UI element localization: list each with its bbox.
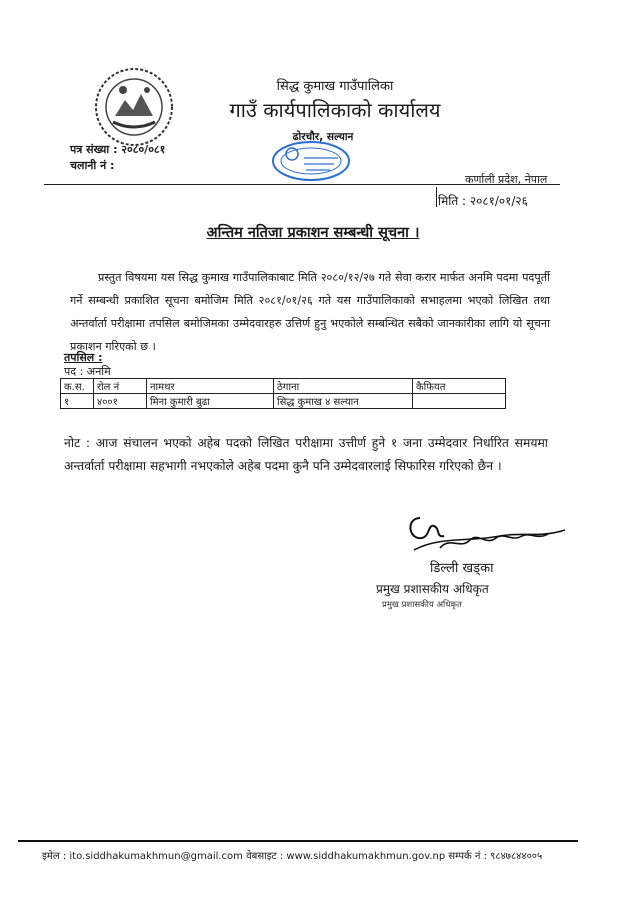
dispatch-number: चलानी नं : xyxy=(70,159,115,172)
province-label: कर्णाली प्रदेश, नेपाल xyxy=(465,173,548,186)
results-table xyxy=(60,378,506,409)
table-cell: ४००१ xyxy=(94,394,147,409)
header-divider xyxy=(44,184,560,185)
office-stamp-icon xyxy=(270,140,352,182)
org-location: ढोरचौर, सल्यान xyxy=(292,131,354,143)
notice-note: नोट : आज संचालन भएको अहेब पदको लिखित परीक्षामा उत्तीर्ण हुने १ जना उम्मेदवार निर्धारित समयमा अन्तर्वार्ता परीक्षामा सहभागी नभएकोले अहेब पदमा कुनै पनि उम्मेदवारलाई सिफारिस गरिएको छैन । xyxy=(64,436,548,473)
emblem-icon xyxy=(93,66,175,148)
notice-title: अन्तिम नतिजा प्रकाशन सम्बन्धी सूचना । xyxy=(206,225,420,241)
table-header-row xyxy=(61,379,506,394)
document-date: मिति : २०८१/०१/२६ xyxy=(438,194,528,208)
signatory-name: डिल्ली खड्का xyxy=(430,561,494,576)
reference-number: पत्र संख्या : २०८०/०८१ xyxy=(70,143,166,156)
table-header-cell: नामथर xyxy=(147,379,274,394)
table-row xyxy=(61,394,506,409)
footer-divider xyxy=(18,840,578,842)
table-cell xyxy=(413,394,506,409)
footer-contact: इमेल : ito.siddhakumakhmun@gmail.com वेबसाइट : www.siddhakumakhmun.gov.np सम्पर्क नं : ९८४७८४४००५ xyxy=(42,851,543,862)
table-cell: सिद्ध कुमाख ४ सल्यान xyxy=(274,394,413,409)
table-header-cell: क.स. xyxy=(61,379,94,394)
table-header-cell: ठेगाना xyxy=(274,379,413,394)
org-name-small: सिद्ध कुमाख गाउँपालिका xyxy=(276,79,394,94)
date-divider xyxy=(436,187,437,207)
designation-stamp: प्रमुख प्रशासकीय अधिकृत xyxy=(382,600,462,610)
table-header-cell: रोल नं xyxy=(94,379,147,394)
signatory-designation: प्रमुख प्रशासकीय अधिकृत xyxy=(376,582,489,596)
notice-body: प्रस्तुत विषयमा यस सिद्ध कुमाख गाउँपालिकाबाट मिति २०८०/१२/२७ गते सेवा करार मार्फत अनमि पदमा पदपूर्ती गर्ने सम्बन्धी प्रकाशित सूचना बमोजिम मिति २०८१/०१/२६ गते यस गाउँपालिकाको सभाहलमा भएको लिखित तथा अन्तर्वार्ता परीक्षामा तपसिल बमोजिमका उम्मेदवारहरु उत्तिर्ण हुनु भएकोले सम्बन्धित सबैको जानकारीका लागि यो सूचना प्रकाशन गरिएको छ । xyxy=(70,271,550,353)
table-cell: मिना कुमारी बुढा xyxy=(147,394,274,409)
post-label: पद : अनमि xyxy=(64,365,111,378)
table-cell: १ xyxy=(61,394,94,409)
table-header-cell: कैफियत xyxy=(413,379,506,394)
org-name-large: गाउँ कार्यपालिकाको कार्यालय xyxy=(229,98,441,122)
details-label: तपसिल : xyxy=(64,351,103,364)
signature-icon xyxy=(400,506,570,558)
